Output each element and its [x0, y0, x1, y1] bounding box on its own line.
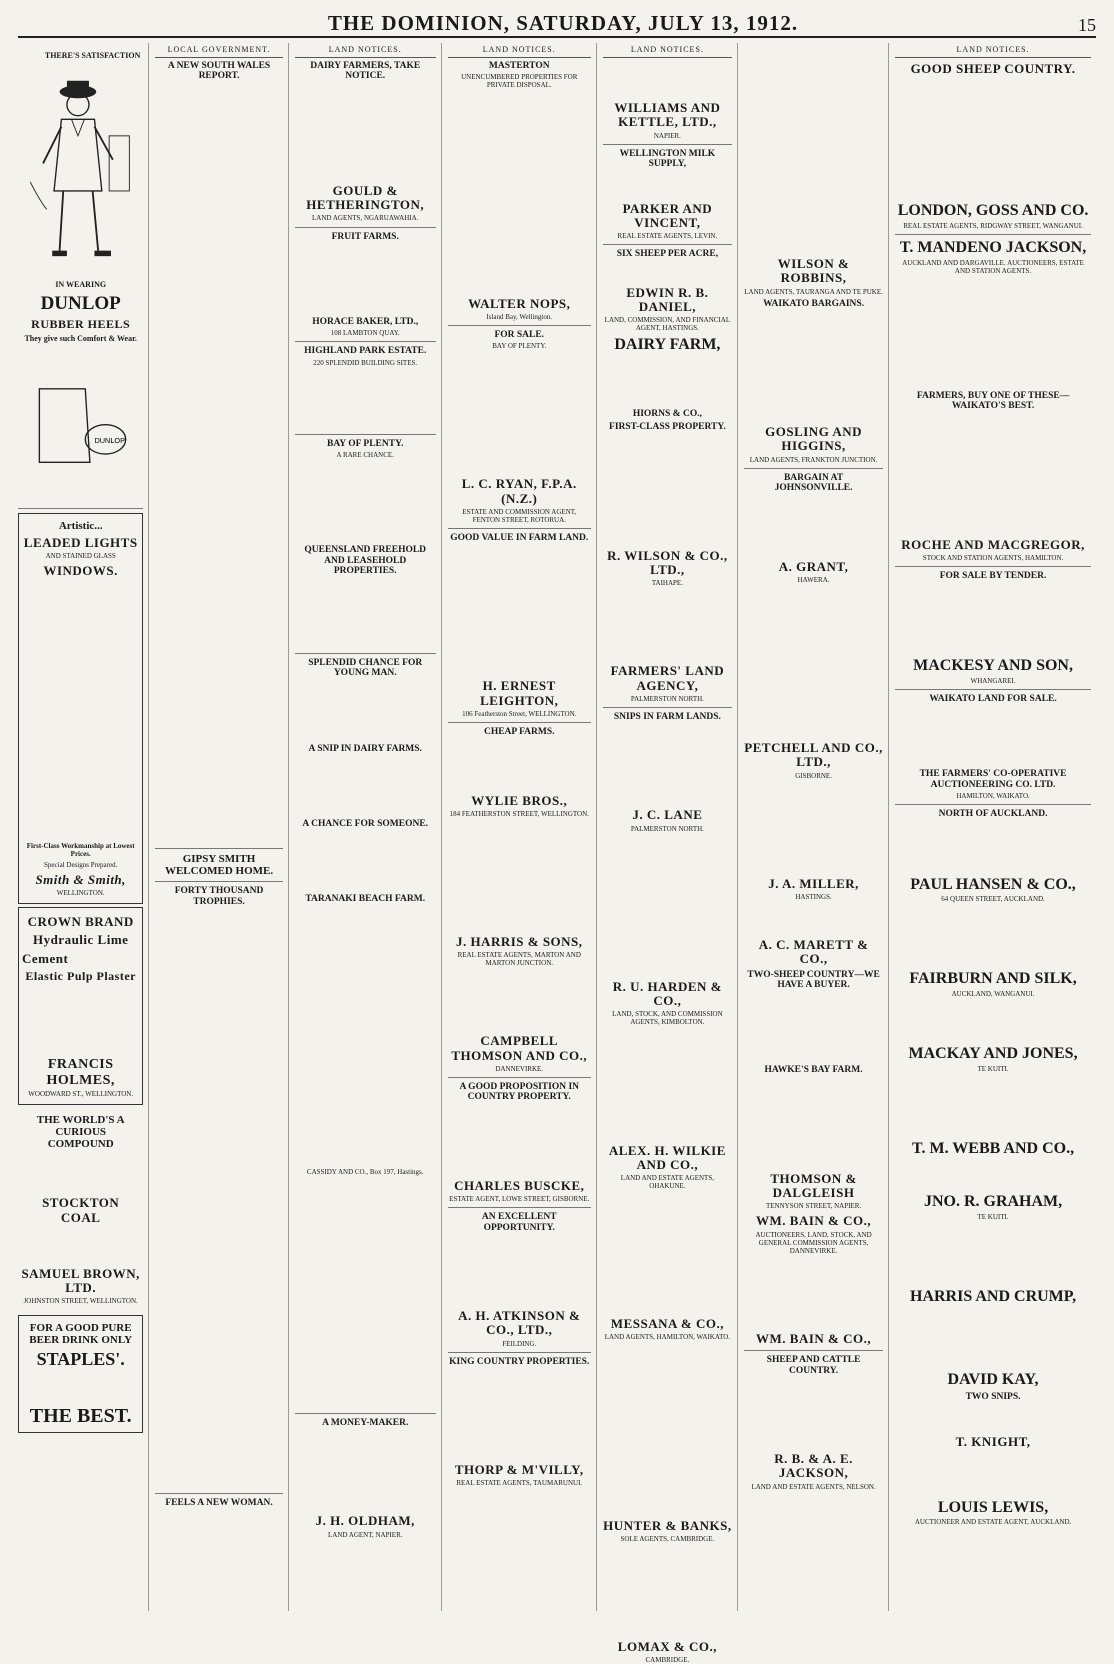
parker-vincent-name: PARKER AND VINCENT,: [622, 200, 713, 230]
williams-kettle-name: WILLIAMS AND KETTLE, LTD.,: [614, 100, 721, 130]
good-sheep-title: GOOD SHEEP COUNTRY.: [910, 61, 1076, 76]
lomax-sub: CAMBRIDGE.: [645, 1656, 690, 1664]
forty-thousand-title: FORTY THOUSAND TROPHIES.: [174, 886, 264, 907]
comfort-text: They give such Comfort & Wear.: [24, 333, 137, 343]
chance-someone-title: A CHANCE FOR SOMEONE.: [302, 819, 429, 830]
oldham-sub: LAND AGENT, NAPIER.: [327, 1530, 403, 1539]
harris-sub: REAL ESTATE AGENTS, MARTON AND MARTON JUNCTION.: [457, 951, 581, 968]
fruit-farms-title: FRUIT FARMS.: [331, 231, 399, 242]
man-illustration: [21, 63, 140, 273]
heel-illustration: [21, 346, 140, 496]
the-best-title: THE BEST.: [29, 1405, 132, 1428]
sheep-cattle-title: SHEEP AND CATTLE COUNTRY.: [766, 1355, 861, 1376]
hydraulic-lime-title: Hydraulic Lime: [32, 932, 129, 948]
mackay-sub: TE KUITI.: [977, 1064, 1009, 1073]
charles-sub: ESTATE AGENT, LOWE STREET, GISBORNE.: [449, 1195, 590, 1204]
cassidy-text: CASSIDY AND CO., Box 197, Hastings.: [306, 1167, 424, 1176]
marett-name: A. C. MARETT & CO.,: [758, 936, 869, 967]
farmers-coop-name: THE FARMERS' CO-OPERATIVE AUCTIONEERING CO. LTD.: [919, 769, 1067, 790]
ryan-name: L. C. RYAN, F.P.A. (N.Z.): [461, 476, 577, 506]
tender-title: FOR SALE BY TENDER.: [939, 570, 1047, 581]
hiorns-name: HIORNS & CO.,: [632, 408, 702, 419]
nsw-report-body: [155, 84, 282, 844]
hunter-banks-name: HUNTER & BANKS,: [603, 1517, 732, 1533]
petchell-sub: GISBORNE.: [795, 771, 832, 780]
williams-sub: NAPIER.: [653, 131, 681, 140]
good-value-title: GOOD VALUE IN FARM LAND.: [450, 533, 589, 544]
roche-sub: STOCK AND STATION AGENTS, HAMILTON.: [922, 553, 1064, 562]
land-notices-column-4: [603, 43, 738, 1664]
wilkie-sub: LAND AND ESTATE AGENTS, OHAKUNE.: [620, 1174, 714, 1191]
land-notices-column-6: [895, 43, 1096, 1611]
rubber-heels-title: RUBBER HEELS: [31, 317, 131, 332]
lane-name: J. C. LANE: [632, 807, 703, 823]
rare-chance-text: A RARE CHANCE.: [336, 451, 394, 460]
thorp-sub: REAL ESTATE AGENTS, TAUMARUNUI.: [456, 1479, 583, 1488]
campbell-thomson-name: CAMPBELL THOMSON AND CO.,: [451, 1033, 588, 1063]
mandeno-jackson-name: T. MANDENO JACKSON,: [899, 238, 1087, 256]
svg-text:DUNLOP: DUNLOP: [94, 435, 126, 445]
louis-lewis-name: LOUIS LEWIS,: [937, 1498, 1049, 1516]
for-sale-title: FOR SALE.: [494, 329, 545, 340]
highland-park-title: HIGHLAND PARK ESTATE.: [304, 346, 427, 357]
elastic-plaster-title: Elastic Pulp Plaster: [25, 968, 137, 983]
crown-brand-title: CROWN BRAND: [27, 914, 134, 930]
gosling-sub: LAND AGENTS, FRANKTON JUNCTION.: [749, 455, 878, 464]
nsw-report-title: A NEW SOUTH WALES REPORT.: [167, 61, 271, 82]
farmers-coop-sub: HAMILTON, WAIKATO.: [956, 792, 1030, 801]
dunlop-logo: DUNLOP: [40, 292, 121, 314]
harden-name: R. U. HARDEN & CO.,: [612, 978, 722, 1009]
samuel-brown-name: SAMUEL BROWN, LTD.: [21, 1265, 140, 1296]
atkinson-name: A. H. ATKINSON & CO., LTD.,: [458, 1308, 581, 1338]
edwin-daniel-name: EDWIN R. B. DANIEL,: [626, 284, 709, 314]
wilson-robbins-name: WILSON & ROBBINS,: [777, 256, 850, 286]
hunter-sub: SOLE AGENTS, CAMBRIDGE.: [620, 1534, 715, 1543]
bain-sub: AUCTIONEERS, LAND, STOCK, AND GENERAL COMMISSION AGENTS, DANNEVIRKE.: [755, 1230, 872, 1255]
messana-name: MESSANA & CO.,: [610, 1316, 724, 1332]
land-notices-column-5: [744, 43, 889, 1611]
campbell-sub: DANNEVIRKE.: [495, 1064, 544, 1073]
ernest-address: 106 Featherston Street, WELLINGTON.: [462, 710, 577, 719]
ernest-leighton-name: H. ERNEST LEIGHTON,: [480, 678, 559, 708]
bay-plenty-text: BAY OF PLENTY.: [492, 342, 547, 351]
gould-sub: LAND AGENTS, NGARUAWAHIA.: [312, 214, 419, 223]
lane-sub: PALMERSTON NORTH.: [630, 824, 704, 833]
dairy-farm-title: DAIRY FARM,: [614, 336, 721, 354]
wearing-text: IN WEARING: [55, 279, 107, 289]
mandeno-sub: AUCKLAND AND DARGAVILLE. AUCTIONEERS, ESTATE AND STATION AGENTS.: [902, 258, 1084, 275]
staples-advert: [18, 1315, 143, 1434]
local-government-header: LOCAL GOVERNMENT.: [155, 43, 282, 58]
london-goss-name: LONDON, GOSS AND CO.: [897, 202, 1089, 220]
page-number: 15: [1077, 15, 1096, 35]
jackson-name: R. B. & A. E. JACKSON,: [774, 1451, 853, 1481]
wilson-sub: TAIHAPE.: [651, 579, 683, 588]
thorp-name: THORP & M'VILLY,: [454, 1462, 584, 1478]
walter-address: Island Bay, Wellington.: [486, 312, 553, 321]
farmers-land-agency-name: FARMERS' LAND AGENCY,: [610, 663, 725, 693]
pure-beer-text: FOR A GOOD PURE BEER DRINK ONLY: [29, 1321, 133, 1346]
land-notices-header-6: LAND NOTICES.: [895, 43, 1091, 58]
atkinson-sub: FEILDING.: [502, 1339, 537, 1348]
ryan-sub: ESTATE AND COMMISSION AGENT, FENTON STREET, ROTORUA.: [462, 507, 577, 524]
workmanship-text: First-Class Workmanship at Lowest Prices.: [26, 841, 135, 858]
harris-crump-name: HARRIS AND CRUMP,: [910, 1287, 1077, 1305]
harris-sons-name: J. HARRIS & SONS,: [455, 933, 583, 949]
feels-new-woman-body: [155, 1510, 282, 1610]
miller-sub: HASTINGS.: [795, 892, 832, 901]
mackay-jones-name: MACKAY AND JONES,: [908, 1045, 1078, 1062]
money-maker-title: A MONEY-MAKER.: [322, 1417, 409, 1428]
building-sites-text: 220 SPLENDID BUILDING SITES.: [313, 358, 418, 367]
fairburn-silk-name: FAIRBURN AND SILK,: [909, 970, 1077, 988]
cheap-farms-title: CHEAP FARMS.: [483, 727, 555, 738]
advert-spacer: [22, 581, 139, 841]
paul-sub: 64 QUEEN STREET, AUCKLAND.: [941, 895, 1045, 904]
gipsy-smith-body: [155, 909, 282, 1489]
feels-new-woman-title: FEELS A NEW WOMAN.: [165, 1497, 273, 1508]
king-country-title: KING COUNTRY PROPERTIES.: [449, 1356, 590, 1367]
bain-name: WM. BAIN & CO.,: [756, 1213, 872, 1229]
wilkie-name: ALEX. H. WILKIE AND CO.,: [608, 1142, 726, 1172]
gould-hetherington-name: GOULD & HETHERINGTON,: [306, 182, 425, 213]
article-column: [155, 43, 288, 1611]
francis-address: WOODWARD ST., WELLINGTON.: [28, 1089, 134, 1098]
farmers-sub: PALMERSTON NORTH.: [630, 694, 704, 703]
land-notices-header-3: LAND NOTICES.: [448, 43, 591, 58]
miller-name: J. A. MILLER,: [768, 875, 859, 891]
crown-text: [22, 985, 139, 1053]
horace-baker-name: HORACE BAKER, LTD.,: [312, 316, 419, 327]
waikato-bargains-title: WAIKATO BARGAINS.: [763, 298, 865, 309]
oldham-name: J. H. OLDHAM,: [315, 1513, 415, 1529]
harden-sub: LAND, STOCK, AND COMMISSION AGENTS, KIMBOLTON.: [612, 1010, 723, 1027]
jackson-sub: LAND AND ESTATE AGENTS, NELSON.: [751, 1482, 876, 1491]
graham-sub: TE KUITI.: [977, 1212, 1009, 1221]
wilson-robbins-sub: LAND AGENTS, TAURANGA AND TE PUKE.: [744, 287, 883, 296]
walter-nops-name: WALTER NOPS,: [468, 295, 571, 311]
two-snips-title: TWO SNIPS.: [965, 1392, 1021, 1403]
excellent-opportunity-title: AN EXCELLENT OPPORTUNITY.: [481, 1212, 557, 1233]
waikato-land-title: WAIKATO LAND FOR SALE.: [929, 693, 1057, 704]
bay-of-plenty-title: BAY OF PLENTY.: [326, 438, 404, 449]
fairburn-sub: AUCKLAND, WANGANUI.: [951, 989, 1035, 998]
farmers-buy-title: FARMERS, BUY ONE OF THESE—WAIKATO'S BEST.: [916, 390, 1070, 412]
dunlop-advert: [18, 46, 143, 504]
charles-buscke-name: CHARLES BUSCKE,: [454, 1177, 585, 1193]
smith-place: WELLINGTON.: [56, 889, 105, 898]
messana-sub: LAND AGENTS, HAMILTON, WAIKATO.: [604, 1333, 731, 1342]
milk-supply-title: WELLINGTON MILK SUPPLY,: [619, 148, 716, 170]
grant-sub: HAWERA.: [797, 575, 830, 584]
snip-dairy-title: A SNIP IN DAIRY FARMS.: [308, 743, 422, 754]
artistic-text: Artistic...: [58, 519, 103, 532]
david-kay-name: DAVID KAY,: [947, 1371, 1039, 1389]
gipsy-smith-title: GIPSY SMITH WELCOMED HOME.: [164, 852, 274, 877]
leaded-lights-title: LEADED LIGHTS: [23, 534, 138, 550]
knight-name: T. KNIGHT,: [955, 1433, 1031, 1449]
six-sheep-title: SIX SHEEP PER ACRE,: [616, 249, 719, 260]
leaded-lights-advert: [18, 513, 143, 904]
mackesy-name: MACKESY AND SON,: [913, 657, 1073, 675]
smith-name: Smith & Smith,: [35, 871, 126, 887]
wylie-address: 184 FEATHERSTON STREET, WELLINGTON.: [449, 809, 589, 818]
land-notices-column-3: [448, 43, 597, 1611]
land-notices-header-4: LAND NOTICES.: [603, 43, 732, 58]
lomax-name: LOMAX & CO.,: [617, 1638, 717, 1654]
grant-name: A. GRANT,: [778, 558, 849, 574]
gosling-higgins-name: GOSLING AND HIGGINS,: [765, 424, 863, 454]
parker-sub: REAL ESTATE AGENTS, LEVIN.: [617, 232, 718, 241]
wilson-co-name: R. WILSON & CO., LTD.,: [607, 547, 728, 578]
good-proposition-title: A GOOD PROPOSITION IN COUNTRY PROPERTY.: [459, 1081, 580, 1103]
roche-macgregor-name: ROCHE AND MACGREGOR,: [901, 536, 1085, 552]
stockton-title: STOCKTON COAL: [42, 1195, 120, 1225]
masthead: [18, 8, 1096, 38]
mackesy-sub: WHANGAREI.: [970, 676, 1016, 685]
satisfaction-text: THERE'S SATISFACTION: [44, 51, 141, 60]
land-notices-header: LAND NOTICES.: [295, 43, 436, 58]
snips-farm-title: SNIPS IN FARM LANDS.: [613, 712, 721, 723]
windows-title: WINDOWS.: [43, 563, 118, 579]
advert-column: [18, 43, 149, 1611]
paul-hansen-name: PAUL HANSEN & CO.,: [910, 875, 1076, 893]
thomson-dalgleish-name: THOMSON & DALGLEISH: [770, 1170, 857, 1201]
dairy-farmers-notice: DAIRY FARMERS, TAKE NOTICE.: [310, 61, 421, 82]
webb-name: T. M. WEBB AND CO.,: [912, 1139, 1075, 1157]
masterton-title: MASTERTON: [488, 61, 550, 71]
bain-name-2: WM. BAIN & CO.,: [756, 1330, 872, 1346]
queensland-title: QUEENSLAND FREEHOLD AND LEASEHOLD PROPERTIES.: [304, 545, 427, 577]
stockton-advert: [18, 1108, 143, 1312]
samuel-address: JOHNSTON STREET, WELLINGTON.: [23, 1297, 138, 1306]
stained-glass-text: AND STAINED GLASS: [45, 552, 116, 561]
wylie-bros-name: WYLIE BROS.,: [471, 792, 568, 808]
francis-holmes-name: FRANCIS HOLMES,: [46, 1057, 115, 1088]
splendid-chance-title: SPLENDID CHANCE FOR YOUNG MAN.: [308, 657, 423, 679]
horace-address: 108 LAMBTON QUAY.: [330, 329, 400, 338]
unencumbered-title: UNENCUMBERED PROPERTIES FOR PRIVATE DISPOSAL.: [461, 73, 578, 90]
crown-brand-advert: [18, 907, 143, 1105]
taranaki-title: TARANAKI BEACH FARM.: [305, 894, 426, 905]
first-class-title: FIRST-CLASS PROPERTY.: [609, 422, 726, 433]
land-notices-column-2: [295, 43, 442, 1611]
petchell-name: PETCHELL AND CO., LTD.,: [744, 739, 883, 770]
north-auckland-title: NORTH OF AUCKLAND.: [938, 809, 1048, 820]
edwin-sub: LAND, COMMISSION, AND FINANCIAL AGENT, HASTINGS.: [604, 316, 731, 333]
staples-title: STAPLES'.: [36, 1348, 125, 1369]
graham-name: JNO. R. GRAHAM,: [923, 1193, 1063, 1211]
louis-sub: AUCTIONEER AND ESTATE AGENT, AUCKLAND.: [914, 1518, 1072, 1527]
thomson-sub: TENNYSON STREET, NAPIER.: [765, 1202, 862, 1211]
worlds-title: THE WORLD'S A CURIOUS COMPOUND: [36, 1113, 125, 1151]
special-designs-text: Special Designs Prepared.: [44, 860, 118, 869]
cement-title: Cement: [22, 950, 69, 966]
newspaper-title: THE DOMINION, SATURDAY, JULY 13, 1912.: [327, 11, 799, 35]
bargain-johnsonville-title: BARGAIN AT JOHNSONVILLE.: [774, 472, 853, 494]
hawkes-bay-title: HAWKE'S BAY FARM.: [764, 1065, 863, 1076]
two-sheep-title: TWO-SHEEP COUNTRY—WE HAVE A BUYER.: [747, 969, 880, 990]
london-sub: REAL ESTATE AGENTS, RIDGWAY STREET, WANGANUI.: [903, 221, 1083, 230]
